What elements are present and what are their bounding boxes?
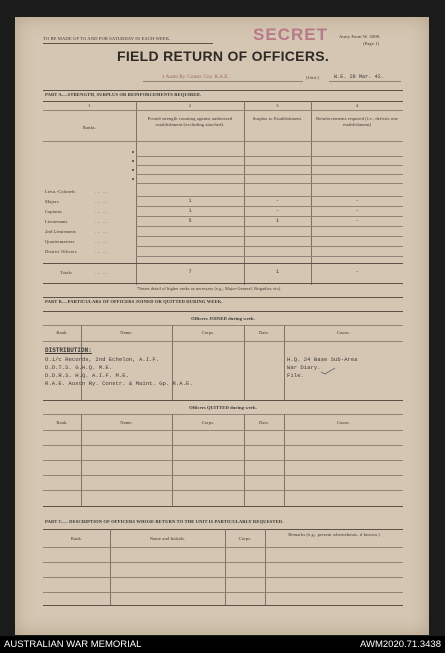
leader: … … [95, 189, 107, 194]
row-rule [43, 475, 403, 476]
leader: … … [95, 239, 107, 244]
distribution-line: D.D.R.S. H.Q. A.I.F. M.E. [45, 372, 129, 379]
leader: … … [95, 199, 107, 204]
col-divider [172, 325, 173, 400]
joined-header-rule [43, 325, 403, 326]
part-a-rule [43, 101, 403, 102]
col-header-reinf: Reinforcements required (i.e., deficits one establishment) [316, 116, 398, 127]
joined-col-name: Name. [120, 330, 133, 335]
part-b-bottom-rule [43, 506, 403, 507]
rank-label: 2nd Lieutenants [45, 229, 76, 234]
top-note: TO BE MADE UP TO AND FOR SATURDAY IN EACH WEEK. [43, 36, 171, 41]
part-c-col-name: Name and Initials. [149, 536, 186, 541]
leader: … … [95, 219, 107, 224]
joined-col-date: Date. [258, 330, 270, 335]
distribution-heading: DISTRIBUTION: [45, 347, 92, 354]
row-rule [43, 592, 403, 593]
row-rule [136, 165, 403, 166]
col-header-posted: Posted strength counting against authorized establishment (excluding attached). [147, 116, 233, 127]
archive-footer [0, 636, 445, 653]
cause-line: H.Q. 24 Base Sub-Area [287, 356, 358, 363]
row-rule [43, 460, 403, 461]
joined-title: Officers JOINED during week. [191, 316, 255, 321]
quitted-col-rank: Rank. [56, 420, 68, 425]
part-b-top-rule [43, 297, 403, 298]
totals-label: Totals [60, 270, 72, 275]
footer-left: AUSTRALIAN WAR MEMORIAL [4, 639, 142, 650]
footer-right: AWM2020.71.3438 [360, 639, 441, 650]
leader: … … [95, 249, 107, 254]
posted-captains: 1 [188, 208, 192, 214]
row-rule [43, 445, 403, 446]
rank-label: District Officers [45, 249, 77, 254]
reinf-majors: - [355, 198, 359, 204]
distribution-line: D.D.T.S. G.H.Q. M.E. [45, 364, 113, 371]
quitted-col-cause: Cause. [337, 420, 350, 425]
row-rule [43, 577, 403, 578]
col-header-surplus: Surplus to Establishment. [252, 116, 303, 121]
row-rule [136, 156, 403, 157]
week-underline [329, 81, 401, 82]
joined-bottom-rule [43, 400, 403, 401]
total-surplus: 1 [275, 269, 280, 275]
part-c-col-rule [43, 547, 403, 548]
col-num-1: 1 [88, 103, 91, 108]
joined-col-corps: Corps. [201, 330, 215, 335]
quitted-col-date: Date. [258, 420, 270, 425]
leader-dot [132, 169, 134, 171]
part-a-top-rule [43, 90, 403, 91]
part-c-heading: PART C.— DESCRIPTION OF OFFICERS WHOSE RETURN TO THE UNIT IS PARTICULARLY REQUESTED. [45, 519, 284, 524]
unit-name: 1 Austn Ry. Constr. Coy. R.A.E. [162, 74, 229, 80]
distribution-line: R.A.E. Austn Ry. Constr. & Maint. Gp. R.A.E. [45, 380, 193, 387]
surplus-majors: - [275, 198, 280, 204]
joined-col-rank: Rank. [56, 330, 68, 335]
leader-dot [132, 178, 134, 180]
leader-dot [132, 160, 134, 162]
header-bottom-rule [43, 141, 403, 142]
reinf-captains: - [355, 208, 359, 214]
col-header-ranks: Ranks. [82, 125, 97, 130]
totals-rule [43, 263, 403, 264]
row-rule [136, 196, 403, 197]
totals-bottom-rule [43, 283, 403, 284]
part-c-col-remarks: Remarks (e.g., present whereabouts, if known.) [288, 532, 380, 537]
rank-label: Quartermasters [45, 239, 75, 244]
row-rule [136, 174, 403, 175]
total-reinf: - [355, 269, 359, 275]
rank-label: Lieut.-Colonels [45, 189, 76, 194]
joined-col-rule [43, 341, 403, 342]
quitted-col-corps: Corps. [201, 420, 215, 425]
form-title: FIELD RETURN OF OFFICERS. [117, 48, 330, 64]
col-divider [284, 325, 285, 400]
unit-label: (Unit.) [306, 75, 320, 80]
col-divider [136, 101, 137, 285]
quitted-header-rule [43, 414, 403, 415]
col-divider [311, 101, 312, 285]
joined-col-cause: Cause. [337, 330, 350, 335]
part-a-heading: PART A.—STRENGTH, SURPLUS OR REINFORCEMENTS REQUIRED. [45, 92, 202, 97]
col-divider [244, 101, 245, 285]
top-note-underline [43, 43, 213, 44]
unit-underline [143, 81, 303, 82]
row-rule [136, 216, 403, 217]
week-ending: W.E. 28 Mar. 42. [334, 74, 384, 80]
col-num-2: 2 [188, 103, 192, 108]
row-rule [136, 206, 403, 207]
quitted-title: Officers QUITTED during week. [189, 405, 257, 410]
form-sheet [15, 17, 429, 635]
quitted-col-name: Name. [120, 420, 133, 425]
header-rule [43, 110, 403, 111]
posted-lieutenants: 5 [188, 218, 192, 224]
row-rule [136, 246, 403, 247]
distribution-line: O.i/c Records, 2nd Echelon, A.I.F. [45, 356, 160, 363]
part-c-bottom-rule [43, 605, 403, 606]
leader-dot [132, 151, 134, 153]
reinf-lieutenants: - [355, 218, 359, 224]
part-c-col-rank: Rank. [70, 536, 83, 541]
row-rule [136, 256, 403, 257]
col-num-4: 4 [355, 103, 359, 108]
surplus-captains: - [275, 208, 280, 214]
secret-stamp: SECRET [253, 25, 328, 44]
posted-majors: 1 [188, 198, 192, 204]
row-rule [136, 183, 403, 184]
part-c-rule [43, 529, 403, 530]
part-b-rule [43, 311, 403, 312]
total-posted: 7 [188, 269, 192, 275]
form-number: Army Form W. 3008. [339, 34, 381, 39]
row-rule [136, 226, 403, 227]
footnote: *Insert detail of higher ranks as necessary (e.g., Major-General, Brigadier, etc). [137, 286, 282, 291]
part-b-heading: PART B.—PARTICULARS OF OFFICERS JOINED OR QUITTED DURING WEEK. [45, 299, 223, 304]
rank-label: Captains [45, 209, 62, 214]
rank-label: Majors [45, 199, 59, 204]
page-number: (Page 1) [363, 41, 380, 46]
leader: … … [95, 229, 107, 234]
leader: … … [95, 270, 107, 275]
part-c-col-corps: Corps. [238, 536, 252, 541]
row-rule [43, 490, 403, 491]
pencil-tick-mark [320, 367, 336, 375]
quitted-col-rule [43, 430, 403, 431]
rank-label: Lieutenants [45, 219, 68, 224]
col-num-3: 3 [276, 103, 279, 108]
col-divider [265, 529, 266, 605]
cause-line: File. [287, 372, 304, 379]
surplus-lieutenants: 1 [275, 218, 280, 224]
col-divider [244, 325, 245, 400]
leader: … … [95, 209, 107, 214]
cause-line: War Diary. [287, 364, 321, 371]
row-rule [136, 236, 403, 237]
row-rule [43, 562, 403, 563]
